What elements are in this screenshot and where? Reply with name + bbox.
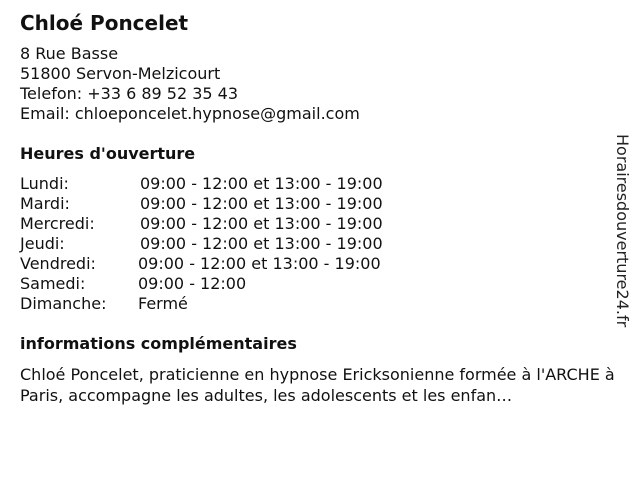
additional-info-heading: informations complémentaires [20,334,297,353]
time-value: 09:00 - 12:00 et 13:00 - 19:00 [140,174,383,193]
time-value: 09:00 - 12:00 et 13:00 - 19:00 [140,214,383,233]
city-line: 51800 Servon-Melzicourt [20,64,221,83]
street-line: 8 Rue Basse [20,44,119,63]
day-label: Lundi: [20,174,69,193]
business-name: Chloé Poncelet [20,11,189,35]
opening-hours-heading: Heures d'ouverture [20,144,196,163]
business-description: Chloé Poncelet, praticienne en hypnose Ericksonienne formée à l'ARCHE à Paris, accompagne les adultes, les adolescents et les enfan… [20,365,615,405]
day-label: Jeudi: [20,234,65,253]
phone-line: Telefon: +33 6 89 52 35 43 [20,84,239,103]
time-value: 09:00 - 12:00 et 13:00 - 19:00 [138,254,381,273]
email-line: Email: chloeponcelet.hypnose@gmail.com [20,104,360,123]
day-label: Dimanche: [20,294,107,313]
time-value: Fermé [138,294,188,313]
day-label: Mardi: [20,194,70,213]
address-block [20,44,360,124]
day-label: Mercredi: [20,214,95,233]
day-label: Samedi: [20,274,86,293]
day-label: Vendredi: [20,254,96,273]
site-watermark: Horairesdouverture24.fr [613,134,632,328]
time-value: 09:00 - 12:00 [138,274,247,293]
time-value: 09:00 - 12:00 et 13:00 - 19:00 [140,234,383,253]
time-value: 09:00 - 12:00 et 13:00 - 19:00 [140,194,383,213]
